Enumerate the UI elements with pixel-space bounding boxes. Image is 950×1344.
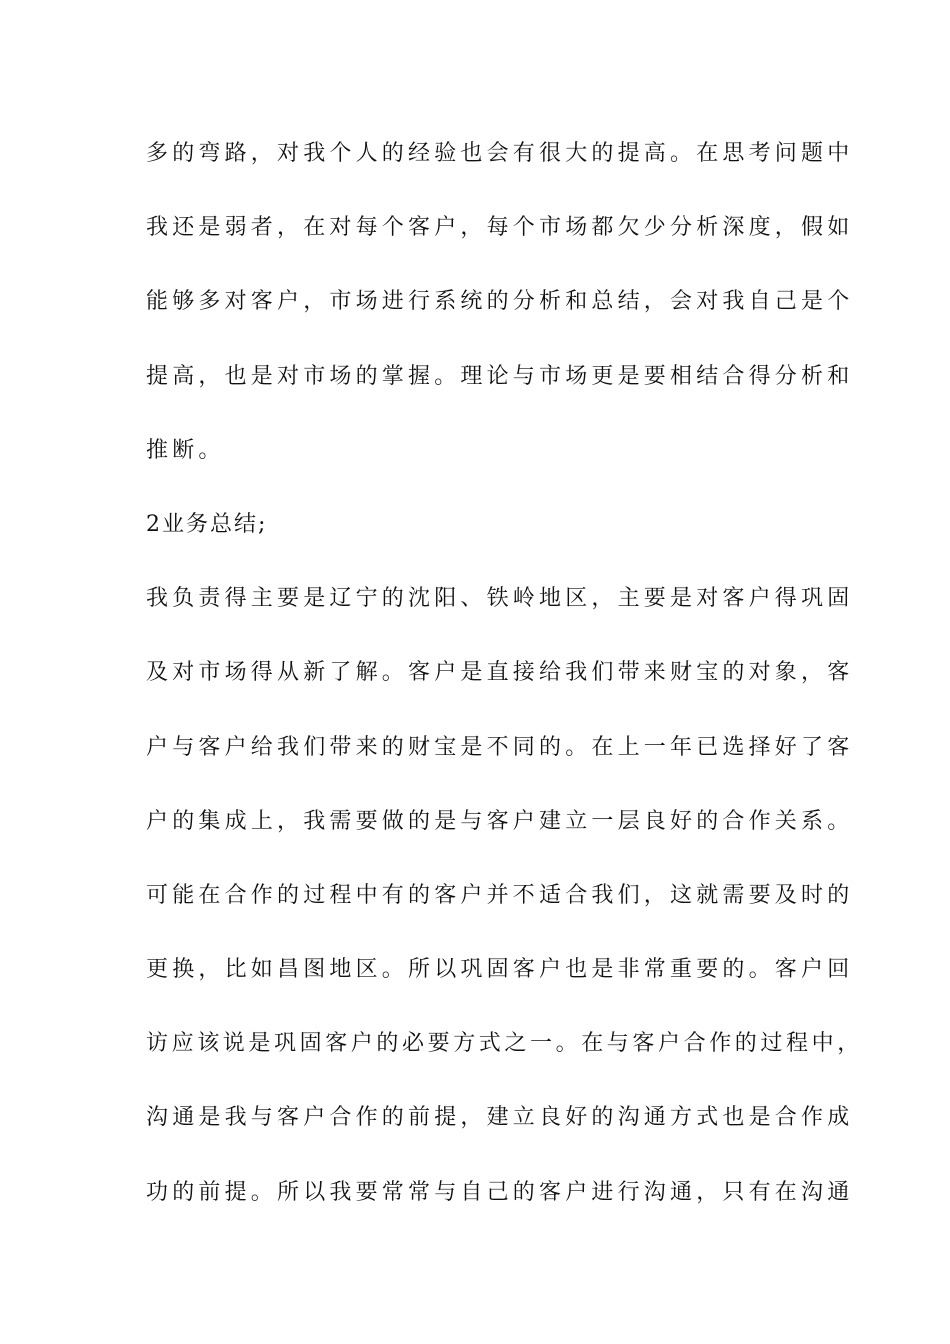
text-line: 推断。: [146, 437, 225, 463]
text-line: 我负责得主要是辽宁的沈阳、铁岭地区，主要是对客户得巩固: [146, 586, 854, 612]
text-line: 可能在合作的过程中有的客户并不适合我们，这就需要及时的: [146, 882, 854, 908]
text-line: 提高，也是对市场的掌握。理论与市场更是要相结合得分析和: [146, 363, 854, 389]
text-line: 更换，比如昌图地区。所以巩固客户也是非常重要的。客户回: [146, 957, 854, 983]
body-text: [146, 132, 863, 1245]
text-line: 及对市场得从新了解。客户是直接给我们带来财宝的对象，客: [146, 660, 854, 686]
section-heading: 2业务总结;: [146, 511, 268, 537]
text-line: 访应该说是巩固客户的必要方式之一。在与客户合作的过程中，: [146, 1031, 863, 1057]
text-line: 我还是弱者，在对每个客户，每个市场都欠少分析深度，假如: [146, 215, 854, 241]
text-line: 多的弯路，对我个人的经验也会有很大的提高。在思考问题中: [146, 141, 854, 166]
text-line: 沟通是我与客户合作的前提，建立良好的沟通方式也是合作成: [146, 1105, 854, 1131]
text-line: 户与客户给我们带来的财宝是不同的。在上一年已选择好了客: [146, 734, 854, 760]
text-line: 功的前提。所以我要常常与自己的客户进行沟通，只有在沟通: [146, 1179, 854, 1205]
text-line: 户的集成上，我需要做的是与客户建立一层良好的合作关系。: [146, 808, 854, 834]
text-line: 能够多对客户，市场进行系统的分析和总结，会对我自己是个: [146, 289, 854, 315]
